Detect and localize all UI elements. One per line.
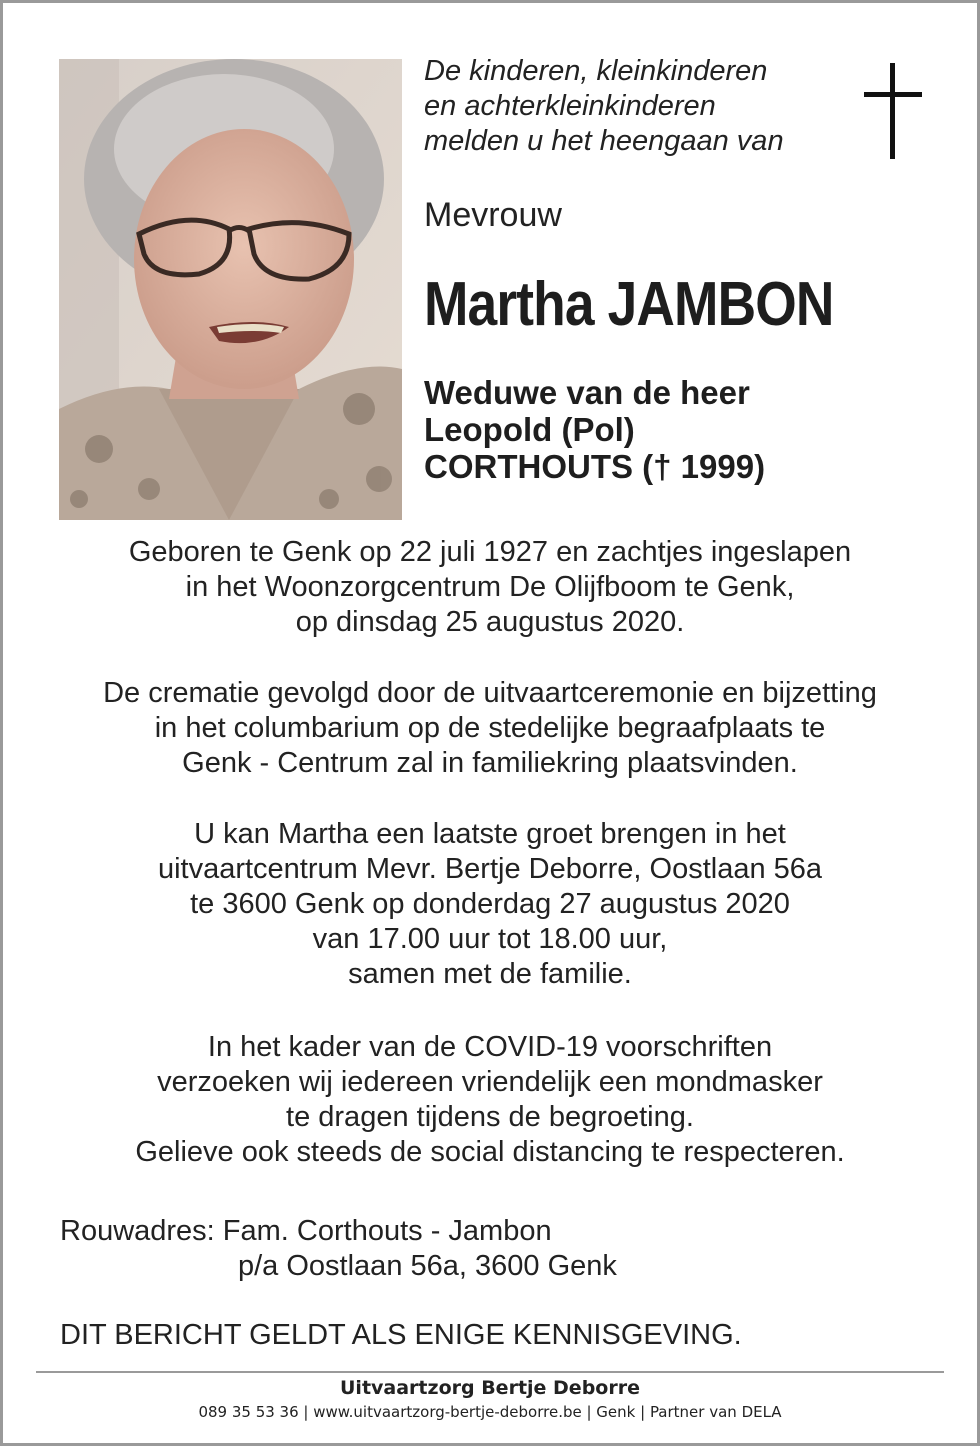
intro-line: en achterkleinkinderen	[424, 90, 716, 122]
text-line: U kan Martha een laatste groet brengen in het	[194, 818, 786, 850]
intro-text	[424, 54, 844, 159]
address-line: p/a Oostlaan 56a, 3600 Genk	[238, 1250, 617, 1282]
spouse-line: Weduwe van de heer	[424, 374, 750, 411]
covid-paragraph	[40, 1030, 940, 1170]
farewell-paragraph	[40, 817, 940, 992]
text-line: Gelieve ook steeds de social distancing te respecteren.	[135, 1136, 845, 1168]
spouse-info	[424, 374, 765, 485]
portrait-photo	[59, 59, 402, 520]
text-line: In het kader van de COVID-19 voorschriften	[207, 1031, 773, 1063]
text-line: in het Woonzorgcentrum De Olijfboom te Genk,	[185, 571, 795, 603]
funeral-home-contact: 089 35 53 36 | www.uitvaartzorg-bertje-deborre.be | Genk | Partner van DELA	[198, 1403, 782, 1421]
cross-icon	[864, 63, 922, 159]
spouse-line: CORTHOUTS († 1999)	[424, 448, 766, 485]
text-line: De crematie gevolgd door de uitvaartceremonie en bijzetting	[103, 677, 877, 709]
text-line: Genk - Centrum zal in familiekring plaatsvinden.	[182, 747, 798, 779]
text-line: uitvaartcentrum Mevr. Bertje Deborre, Oostlaan 56a	[157, 853, 823, 885]
text-line: samen met de familie.	[348, 958, 632, 990]
mourning-address	[60, 1214, 617, 1284]
funeral-home-name: Uitvaartzorg Bertje Deborre	[340, 1377, 640, 1399]
honorific: Mevrouw	[424, 196, 562, 234]
spouse-line: Leopold (Pol)	[424, 411, 635, 448]
text-line: te dragen tijdens de begroeting.	[286, 1101, 694, 1133]
text-line: te 3600 Genk op donderdag 27 augustus 2020	[190, 888, 790, 920]
text-line: verzoeken wij iedereen vriendelijk een mondmasker	[157, 1066, 823, 1098]
footer-divider	[36, 1371, 944, 1373]
text-line: van 17.00 uur tot 18.00 uur,	[312, 923, 668, 955]
notice-text: DIT BERICHT GELDT ALS ENIGE KENNISGEVING.	[60, 1319, 742, 1351]
intro-line: De kinderen, kleinkinderen	[424, 55, 768, 87]
cremation-paragraph	[40, 676, 940, 781]
text-line: in het columbarium op de stedelijke begraafplaats te	[154, 712, 826, 744]
deceased-name: Martha JAMBON	[424, 270, 834, 339]
intro-line: melden u het heengaan van	[424, 125, 784, 157]
text-line: Geboren te Genk op 22 juli 1927 en zachtjes ingeslapen	[128, 536, 852, 568]
birth-paragraph	[40, 535, 940, 640]
address-line: Rouwadres: Fam. Corthouts - Jambon	[60, 1215, 552, 1247]
text-line: op dinsdag 25 augustus 2020.	[295, 606, 685, 638]
